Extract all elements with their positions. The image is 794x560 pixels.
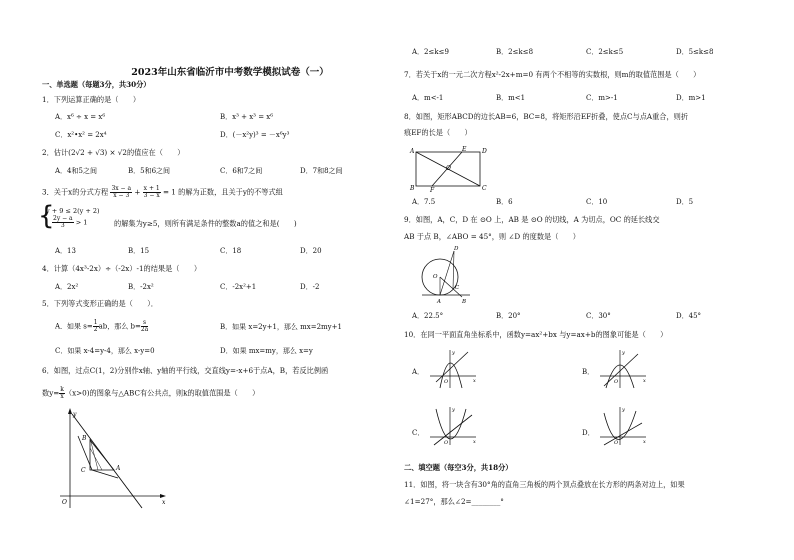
- q10d-label-o: O: [614, 440, 619, 446]
- q3-stem-end: = 1 的解为正数，且关于y的不等式组: [163, 187, 283, 197]
- q2-option-d: D．7和8之间: [300, 167, 343, 175]
- q5-a-fraction-2-denominator: 2a: [140, 326, 149, 333]
- q7-option-b: B．m<1: [496, 94, 526, 102]
- question-9-line-2: AB 于点 B，∠ABO = 45°，则 ∠D 的度数是（ ）: [404, 232, 580, 241]
- q8-option-b: B．6: [496, 198, 513, 206]
- q10-option-d: D．: [582, 429, 595, 437]
- q6-text-2: （x>0)的图象与△ABC有公共点，则k的取值范围是（ ）: [64, 388, 260, 398]
- section-heading-single-choice: 一、单选题（每题3分，共30分）: [42, 80, 151, 89]
- q5-option-d: D．如果 mx=my，那么 x=y: [220, 347, 313, 355]
- question-8-line-1: 8．如图，矩形ABCD的边长AB=6，BC=8，将矩形沿EF折叠，使点C与点A重合，则折: [404, 112, 689, 121]
- q8-label-e: E: [462, 146, 467, 153]
- q1-option-c: C．x²•x² = 2x⁴: [55, 131, 107, 139]
- q8-label-a: A: [410, 148, 415, 155]
- q9-option-c: C．30°: [586, 312, 611, 320]
- q6-option-a: A．2≤k≤9: [412, 48, 449, 56]
- q1-option-b: B．x³ + x³ = x⁶: [220, 113, 274, 121]
- q10c-label-x: x: [473, 439, 476, 445]
- q8-option-a: A．7.5: [412, 198, 436, 206]
- question-7-stem: 7．若关于x的一元二次方程x²-2x+m=0 有两个不相等的实数根，则m的取值范围是（ ）: [404, 70, 701, 79]
- q10-option-c: C．: [412, 429, 425, 437]
- q10-option-b: B．: [582, 368, 595, 376]
- q10a-label-y: y: [452, 350, 455, 356]
- q10c-line: [434, 415, 472, 445]
- q6-option-d: D．5≤k≤8: [676, 48, 714, 56]
- q3-system-brace: {: [38, 201, 55, 231]
- q8-option-d: D．5: [676, 198, 694, 206]
- q10b-label-y: y: [622, 350, 625, 356]
- q3-inequality-2: [52, 216, 87, 229]
- q9-option-a: A．22.5°: [412, 312, 444, 320]
- q5-a-fraction-2-numerator: s: [141, 320, 148, 327]
- q10d-line: [604, 423, 642, 445]
- question-3-stem: 3．关于x的分式方程 $\frac{3x - a}{x - 3}$ + $\frac{x + 1}{3 - x}$ = 1 的解为正数，且关于y的不等式组: [42, 185, 283, 199]
- q7-option-a: A．m<-1: [412, 94, 444, 102]
- q7-option-c: C．m>-1: [586, 94, 618, 102]
- q5-option-c: C．如果 x-4=y-4，那么 x-y=0: [55, 347, 155, 355]
- q6-label-a: A: [116, 465, 121, 472]
- q8-label-d: D: [482, 148, 487, 155]
- q10-graph-a: [428, 348, 478, 390]
- question-11-line-1: 11．如图，将一块含有30°角的直角三角板的两个顶点叠放在长方形的两条对边上，如果: [404, 480, 685, 489]
- question-1-stem: 1．下列运算正确的是（ ）: [42, 95, 141, 104]
- q5-a-text-2: ab，那么 b=: [98, 322, 141, 331]
- q4-option-a: A．2x²: [55, 283, 79, 291]
- q7-option-d: D．m>1: [676, 94, 706, 102]
- q4-option-d: D．-2: [300, 283, 320, 291]
- q10-graph-b: [598, 348, 648, 390]
- question-2-stem: 2．估计(2√2 + √3) × √2的值应在（ ）: [42, 148, 185, 157]
- q9-label-c: C: [455, 285, 460, 291]
- q10b-label-x: x: [643, 378, 646, 384]
- q3-fraction-2: [143, 186, 161, 199]
- q2-option-b: B．5和6之间: [128, 167, 171, 175]
- q10c-label-o: O: [444, 440, 449, 446]
- question-8-line-2: 痕EF的长是（ ）: [404, 128, 472, 137]
- q6-label-c: C: [81, 467, 86, 474]
- q5-option-b: B．如果 x=2y+1，那么 mx=2my+1: [220, 323, 342, 331]
- q10-graph-d: [598, 405, 648, 447]
- q3-option-c: C．18: [220, 247, 242, 255]
- question-6-line-2: [42, 387, 259, 400]
- q9-option-d: D．45°: [676, 312, 702, 320]
- question-6-line-1: 6．如图，过点C(1，2)分别作x轴、y轴的平行线，交直线y=-x+6于点A，B，若反比例函: [42, 366, 329, 375]
- q5-a-fraction-1-numerator: 1: [93, 319, 98, 326]
- q6-y-arrow: [68, 408, 72, 414]
- q10a-line: [436, 352, 468, 382]
- q3-stem-start: 3．关于x的分式方程: [42, 187, 109, 197]
- q6-label-o: O: [62, 499, 67, 506]
- q10a-label-o: O: [444, 379, 449, 385]
- section-heading-fill-in: 二、填空题（每空3分，共18分）: [404, 463, 513, 472]
- q3-fraction-2-numerator: x + 1: [143, 185, 160, 192]
- q10c-parabola: [436, 409, 466, 439]
- q6-option-b: B．2≤k≤8: [496, 48, 534, 56]
- q8-label-b: B: [410, 185, 415, 192]
- q6-label-x: x: [162, 499, 166, 506]
- q10-option-a: A．: [412, 368, 425, 376]
- q4-option-b: B．-2x²: [128, 283, 154, 291]
- q8-label-f: F: [430, 187, 435, 194]
- q10-graph-c: [428, 405, 478, 447]
- q3-stem-tail: 的解集为y≥5，则所有满足条件的整数a的值之和是( ): [114, 219, 297, 228]
- question-9-line-1: 9．如图，A，C，D 在 ⊙O 上，AB 是 ⊙O 的切线，A 为切点，OC 的延长线交: [404, 215, 660, 224]
- q9-diagram: [418, 247, 478, 307]
- q3-fraction-1-numerator: 3x − a: [111, 185, 132, 192]
- q1-option-a: A．x⁶ ÷ x = x⁶: [55, 113, 106, 121]
- q3-inequality-1: y + 9 ≤ 2(y + 2): [46, 207, 100, 215]
- q3-inequality-2-numerator: 2y − a: [53, 215, 73, 222]
- q9-option-b: B．20°: [496, 312, 521, 320]
- q6-x-arrow: [160, 494, 166, 498]
- q6-text-1: 数y=: [42, 388, 60, 398]
- q9-chord-dc: [453, 251, 454, 289]
- q9-label-d: D: [454, 246, 459, 252]
- q6-option-c: C．2≤k≤5: [586, 48, 624, 56]
- q8-label-c: C: [482, 185, 487, 192]
- q1-option-d: D．(－x²y)³ = －x⁶y³: [220, 131, 290, 139]
- q8-option-c: C．10: [586, 198, 608, 206]
- q3-option-b: B．15: [128, 247, 150, 255]
- q10d-label-y: y: [622, 407, 625, 413]
- q10b-label-o: O: [614, 379, 619, 385]
- q5-a-fraction-1-denominator: 2: [93, 326, 98, 333]
- q9-chord-da: [440, 251, 454, 295]
- q10a-label-x: x: [473, 378, 476, 384]
- q9-label-a: A: [437, 299, 441, 305]
- q4-option-c: C．-2x²+1: [220, 283, 257, 291]
- q2-option-a: A．4和5之间: [55, 167, 97, 175]
- q3-inequality-2-denominator: 3: [60, 222, 65, 229]
- question-10-stem: 10．在同一平面直角坐标系中，函数y=ax²+bx 与y=ax+b的图象可能是（ ）: [404, 330, 668, 339]
- q3-option-a: A．13: [55, 247, 76, 255]
- q3-fraction-1: [110, 186, 132, 199]
- q6-fraction-numerator: k: [60, 386, 64, 393]
- q6-fraction-denominator: x: [60, 393, 64, 400]
- page-title: 2023年山东省临沂市中考数学模拟试卷（一）: [131, 67, 329, 78]
- q9-label-b: B: [462, 299, 467, 305]
- q5-option-a: [55, 320, 148, 333]
- q6-diagram: [58, 408, 168, 513]
- question-11-line-2: ∠1=27°，那么∠2=________°: [404, 497, 504, 506]
- q10c-label-y: y: [452, 407, 455, 413]
- q10b-line: [604, 354, 638, 386]
- q9-label-o: O: [433, 274, 438, 280]
- q2-option-c: C．6和7之间: [220, 167, 263, 175]
- question-4-stem: 4．计算（4x³-2x）÷（-2x）-1的结果是（ ）: [42, 264, 202, 273]
- q5-a-text-1: A．如果 s=: [55, 322, 93, 331]
- q6-label-y: y: [73, 411, 77, 418]
- question-5-stem: 5．下列等式变形正确的是（ ）．: [42, 299, 158, 308]
- q8-diagram: [410, 146, 490, 194]
- q5-a-fraction-2: [141, 320, 148, 333]
- q3-option-d: D．20: [300, 247, 322, 255]
- q3-inequality-2-fraction: [52, 216, 74, 229]
- q10d-label-x: x: [643, 439, 646, 445]
- q6-label-b: B: [82, 435, 87, 442]
- q8-label-o: O: [446, 165, 451, 172]
- q3-fraction-1-denominator: x − 3: [113, 192, 130, 199]
- q3-inequality-2-rhs: > 1: [75, 218, 88, 227]
- q3-fraction-2-denominator: 3 − x: [143, 192, 160, 199]
